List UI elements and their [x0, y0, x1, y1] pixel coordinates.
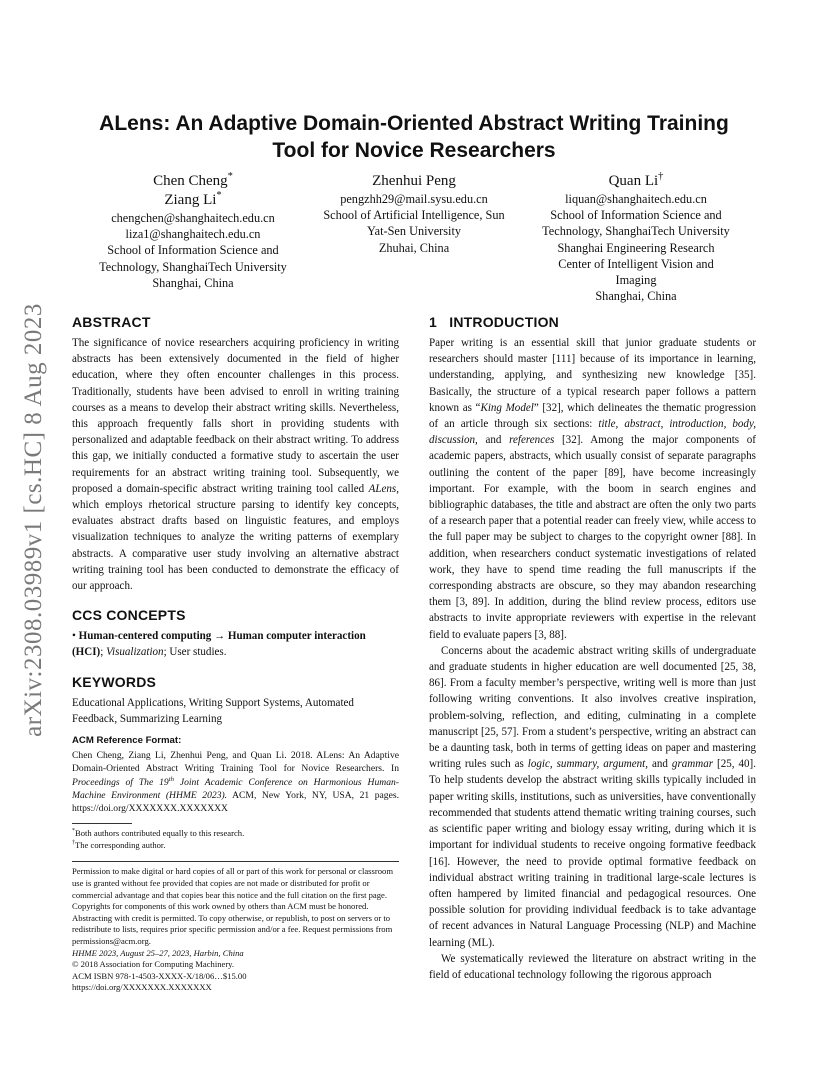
author-mark: *: [216, 190, 222, 201]
right-column: [429, 313, 756, 983]
paper-title: [70, 110, 758, 164]
author-affiliation: Center of Intelligent Vision and: [558, 256, 714, 271]
abstract-heading: ABSTRACT: [72, 314, 151, 330]
keywords-text: Educational Applications, Writing Support Systems, Automated Feedback, Summarizing Learning: [72, 696, 354, 725]
doi-line: https://doi.org/XXXXXXX.XXXXXXX: [72, 982, 212, 993]
copyright-line: © 2018 Association for Computing Machinery.: [72, 959, 235, 970]
footnote-equal-contribution: *Both authors contributed equally to this research.: [72, 828, 245, 839]
venue-line: HHME 2023, August 25–27, 2023, Harbin, China: [72, 947, 244, 958]
author-name: Quan Li: [608, 173, 659, 189]
title-line-2: Tool for Novice Researchers: [272, 139, 556, 162]
intro-paragraph-1: Paper writing is an essential skill that junior graduate students or researchers should master [111] because of its importance in learning, understanding, applying, and synthesizing new knowledge [35]. Basically, the structure of a typical research paper follows a pattern known as “King Model” [32], which delineates the thematic progression of an article through six sections: title, abstract, introduction, body, discussion, and references [32]. Among the major components of academic papers, abstracts, which usually consist of separate paragraphs outlining the content of the paper [89], have become increasingly important. For example, with the boom in search engines and bibliographic databases, the title and abstract are often the only two parts of a research paper that a potential reader can freely view, while access to the full paper may be subject to charges to the copyright owner [88]. In addition, when researchers conduct systematic investigations of related work, they have to spend time reading the full manuscripts if the corresponding abstracts are obscure, so they may abandon researching them [3, 89]. In addition, during the blind review process, editors use abstracts to invite appropriate reviewers with expertise in the relevant field to evaluate papers [3, 88].: [429, 337, 756, 641]
author-email: pengzhh29@mail.sysu.edu.cn: [340, 192, 488, 206]
footnote-corresponding: †The corresponding author.: [72, 839, 166, 850]
title-line-1: ALens: An Adaptive Domain-Oriented Abstract Writing Training: [99, 112, 729, 135]
author-affiliation: Yat-Sen University: [366, 224, 462, 239]
author-name: Zhenhui Peng: [372, 173, 456, 189]
left-column: [72, 313, 399, 994]
author-name: Chen Cheng: [153, 173, 228, 189]
author-affiliation: Technology, ShanghaiTech University: [542, 224, 730, 239]
author-affiliation: Zhuhai, China: [378, 240, 450, 255]
intro-paragraph-2: Concerns about the academic abstract writing skills of undergraduate and graduate students in higher education are well documented [25, 38, 86]. From a faculty member’s perspective, writing well is more than just following writing conventions. It also involves creative inspiration, problem-solving, reflection, and editing, culminating in a complete manuscript [25, 57]. From a student’s perspective, writing an abstract can be a daunting task, both in terms of getting ideas on paper and mastering writing rules such as logic, summary, argument, and grammar [25, 40]. To help students develop the abstract writing skills typically included in paper writing skills, institutions, such as universities, have conventionally recommended that students attend thematic writing training courses, such as scientific paper writing and biology essay writing, during which it is important for individual students to receive ongoing formative feedback [16]. However, the need to provide optimal formative feedback on individual abstract writing training in traditional large-scale lectures is often hampered by limited financial and pedagogical resources. One possible solution for providing individual feedback is to take advantage of recent advances in Natural Language Processing (NLP) and Machine learning (ML).: [429, 644, 756, 949]
author-block-middle: [300, 172, 528, 256]
author-affiliation: Shanghai Engineering Research: [557, 240, 715, 255]
isbn-line: ACM ISBN 978-1-4503-XXXX-X/18/06…$15.00: [72, 970, 247, 981]
abstract-text: The significance of novice researchers acquiring proficiency in writing abstracts has been extensively documented in the field of higher education, where they often encounter challenges in this process. Traditionally, students have been advised to enroll in writing training courses as a means to develop their abstract writing skills. Nevertheless, this approach frequently falls short in providing students with personalized and adaptable feedback on their abstract writing. To address this gap, we initially conducted a formative study to ascertain the user requirements for an abstract writing training tool. Subsequently, we proposed a domain-specific abstract writing training tool called ALens, which employs rhetorical structure parsing to identify key concepts, evaluates abstract drafts based on linguistic features, and employs visualization techniques to analyze the writing patterns of exemplary abstracts. A comparative user study involving an alternative abstract writing training tool has been conducted to demonstrate the efficacy of our approach.: [72, 337, 399, 593]
acm-reference-heading: ACM Reference Format:: [72, 735, 182, 747]
author-affiliation: Technology, ShanghaiTech University: [99, 259, 287, 274]
permission-notice: Permission to make digital or hard copies of all or part of this work for personal or classroom use is granted without fee provided that copies are not made or distributed for profit or commercial advantage and that copies bear this notice and the full citation on the first page. Copyrights for components of this work owned by others than ACM must be honored. Abstracting with credit is permitted. To copy otherwise, or republish, to post on servers or to redistribute to lists, requires prior specific permission and/or a fee. Request permissions from permissions@acm.org.: [72, 866, 393, 947]
footnote-rule: [72, 823, 132, 824]
author-affiliation: Shanghai, China: [595, 289, 677, 304]
author-email: liza1@shanghaitech.edu.cn: [125, 227, 261, 242]
author-affiliation: School of Artificial Intelligence, Sun: [323, 208, 505, 223]
keywords-heading: KEYWORDS: [72, 673, 157, 690]
arxiv-identifier: arXiv:2308.03989v1 [cs.HC] 8 Aug 2023: [20, 303, 47, 737]
author-affiliation: Imaging: [615, 273, 657, 288]
ccs-heading: CCS CONCEPTS: [72, 607, 186, 624]
author-affiliation: Shanghai, China: [152, 275, 234, 290]
intro-paragraph-3: We systematically reviewed the literature on abstract writing in the field of educational technology following the rigorous approach: [429, 952, 756, 981]
permission-rule: [72, 861, 399, 862]
author-email: chengchen@shanghaitech.edu.cn: [111, 211, 275, 225]
author-affiliation: School of Information Science and: [107, 243, 279, 258]
author-mark: †: [658, 171, 664, 182]
author-mark: *: [227, 171, 233, 182]
author-affiliation: School of Information Science and: [550, 208, 722, 223]
ccs-text: • Human-centered computing → Human computer interaction (HCI); Visualization; User studies.: [72, 630, 366, 659]
author-block-left: [75, 172, 311, 291]
author-email: liquan@shanghaitech.edu.cn: [565, 192, 707, 206]
arxiv-sidebar: [12, 260, 56, 780]
introduction-heading: 1 INTRODUCTION: [429, 314, 559, 330]
author-block-right: [518, 172, 754, 304]
acm-reference-text: Chen Cheng, Ziang Li, Zhenhui Peng, and Quan Li. 2018. ALens: An Adaptive Domain-Oriented Abstract Writing Training Tool for Novice Researchers. In Proceedings of The 19th Joint Academic Conference on Harmonious Human-Machine Environment (HHME 2023). ACM, New York, NY, USA, 21 pages. https://doi.org/XXXXXXX.XXXXXXX: [72, 750, 399, 815]
author-name: Ziang Li: [164, 192, 217, 208]
